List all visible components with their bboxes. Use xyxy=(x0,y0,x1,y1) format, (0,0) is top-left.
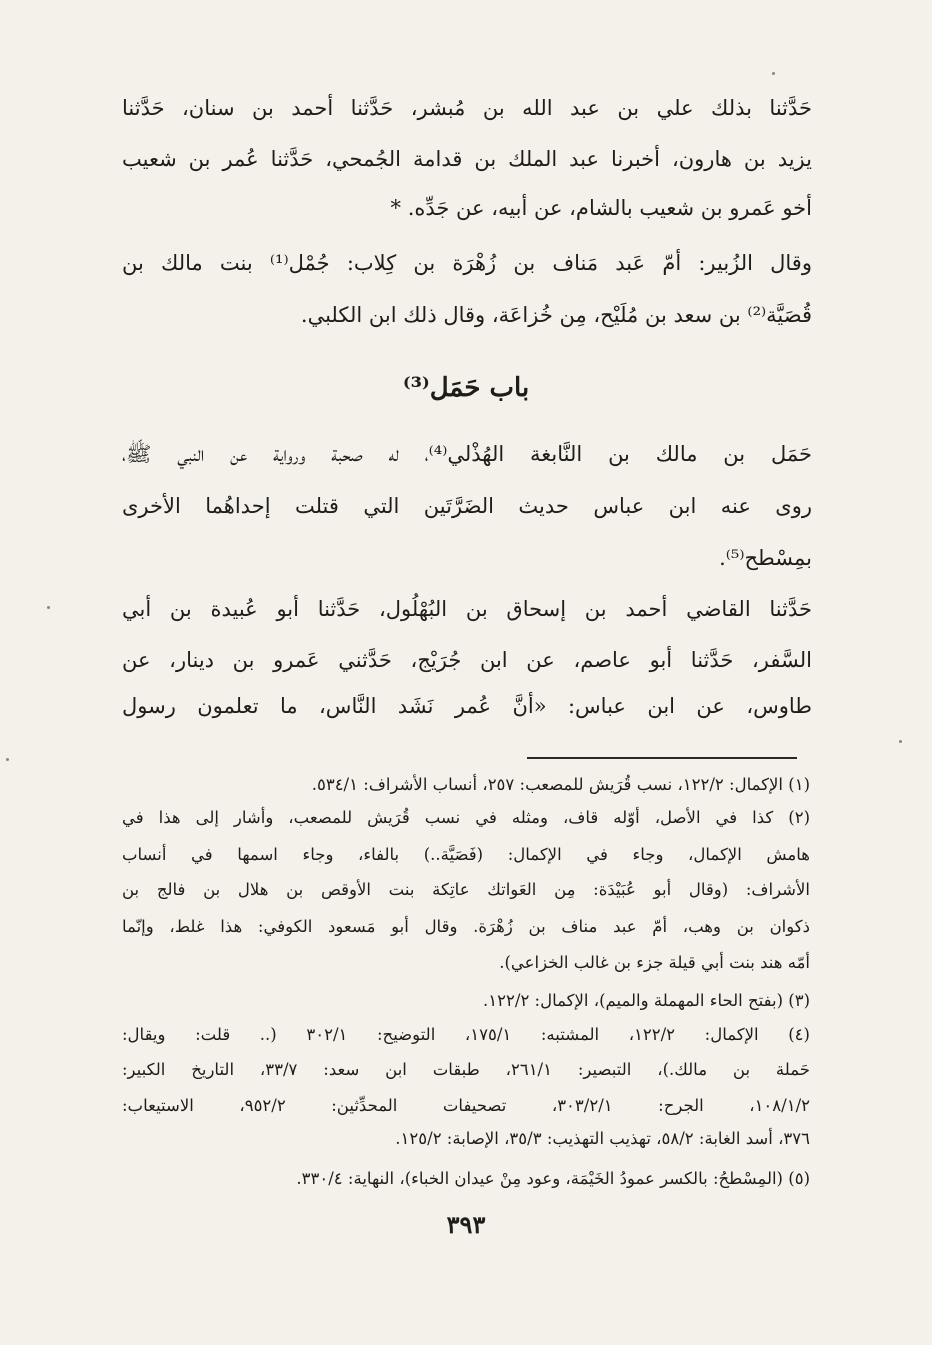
paper-speck xyxy=(47,606,50,609)
footnote-4-line-1: (٤) الإكمال: ١٢٢/٢، المشتبه: ١٧٥/١، التوضيح: ٣٠٢/١ (.. قلت: ويقال: xyxy=(122,1025,810,1044)
footnote-1: (١) الإكمال: ١٢٢/٢، نسب قُرَيش للمصعب: ٢٥٧، أنساب الأشراف: ٥٣٤/١. xyxy=(311,775,810,794)
section-line-1: حَمَل بن مالك بن النَّابغة الهُذْلي⁽⁴⁾، له صحبة ورواية عن النبي ﷺ، xyxy=(122,442,812,466)
section-line-6: طاوس، عن ابن عباس: «أنَّ عُمر نَشَد النَّاس، ما تعلمون رسول xyxy=(122,694,812,718)
footnote-2-line-2: هامش الإكمال، وجاء في الإكمال: (فَصَيَّة..) بالفاء، وجاء اسمها في أنساب xyxy=(122,845,810,864)
footnote-4-line-3: ١٠٨/١/٢، الجرح: ٣٠٣/٢/١، تصحيفات المحدِّثين: ٩٥٢/٢، الاستيعاب: xyxy=(122,1096,810,1115)
footnote-divider xyxy=(527,757,797,759)
footnote-4-line-2: حَملة بن مالك.)، التبصير: ٢٦١/١، طبقات ابن سعد: ٣٣/٧، التاريخ الكبير: xyxy=(122,1060,810,1079)
intro-line-4: وقال الزُبير: أمّ عَبد مَناف بن زُهْرَة بن كِلاب: جُمْل⁽¹⁾ بنت مالك بن xyxy=(122,251,812,275)
intro-line-5: قُصَيَّة⁽²⁾ بن سعد بن مُلَيْح، مِن خُزاعَة، وقال ذلك ابن الكلبي. xyxy=(300,303,812,327)
footnote-5: (٥) (المِسْطحُ: بالكسر عمودُ الخَيْمَة، وعود مِنْ عيدان الخباء)، النهاية: ٣٣٠/٤. xyxy=(296,1169,810,1188)
intro-line-3: أخو عَمرو بن شعيب بالشام، عن أبيه، عن جَدِّه. * xyxy=(390,196,812,220)
footnote-2-line-5: أمّه هند بنت أبي قيلة جزء بن غالب الخزاعي). xyxy=(499,953,810,972)
footnote-2-line-4: ذكوان بن وهب، أمّ عبد مناف بن زُهْرَة. وقال أبو مَسعود الكوفي: هذا غلط، وإنّما xyxy=(122,917,810,936)
paper-speck xyxy=(6,758,9,761)
intro-line-2: يزيد بن هارون، أخبرنا عبد الملك بن قدامة الجُمحي، حَدَّثنا عُمر بن شعيب xyxy=(122,147,812,171)
footnote-3: (٣) (بفتح الحاء المهملة والميم)، الإكمال: ١٢٢/٢. xyxy=(483,991,810,1010)
section-line-3: بمِسْطح⁽⁵⁾. xyxy=(719,546,812,570)
footnote-2-line-3: الأشراف: (وقال أبو عُبَيْدَة: مِن العَواتك عاتِكة بنت الأوقص بن هلال بن فالج بن xyxy=(122,880,810,899)
section-heading: باب حَمَل⁽³⁾ xyxy=(402,373,530,403)
intro-line-1: حَدَّثنا بذلك علي بن عبد الله بن مُبشر، حَدَّثنا أحمد بن سنان، حَدَّثنا xyxy=(122,96,812,120)
footnote-4-line-4: ٣٧٦، أسد الغابة: ٥٨/٢، تهذيب التهذيب: ٣٥/٣، الإصابة: ١٢٥/٢. xyxy=(395,1129,810,1148)
section-line-5: السَّفر، حَدَّثنا أبو عاصم، عن ابن جُرَيْج، حَدَّثني عَمرو بن دينار، عن xyxy=(122,648,812,672)
section-line-2: روى عنه ابن عباس حديث الضَرَّتَين التي قتلت إحداهُما الأخرى xyxy=(122,494,812,518)
page-number: ٣٩٣ xyxy=(446,1210,486,1239)
paper-speck xyxy=(899,740,902,743)
footnote-2-line-1: (٢) كذا في الأصل، أوّله قاف، ومثله في نسب قُرَيش للمصعب، وأشار إلى هذا في xyxy=(122,808,810,827)
paper-speck xyxy=(772,72,775,75)
section-line-4: حَدَّثنا القاضي أحمد بن إسحاق بن البُهْلُول، حَدَّثنا أبو عُبيدة بن أبي xyxy=(122,597,812,621)
